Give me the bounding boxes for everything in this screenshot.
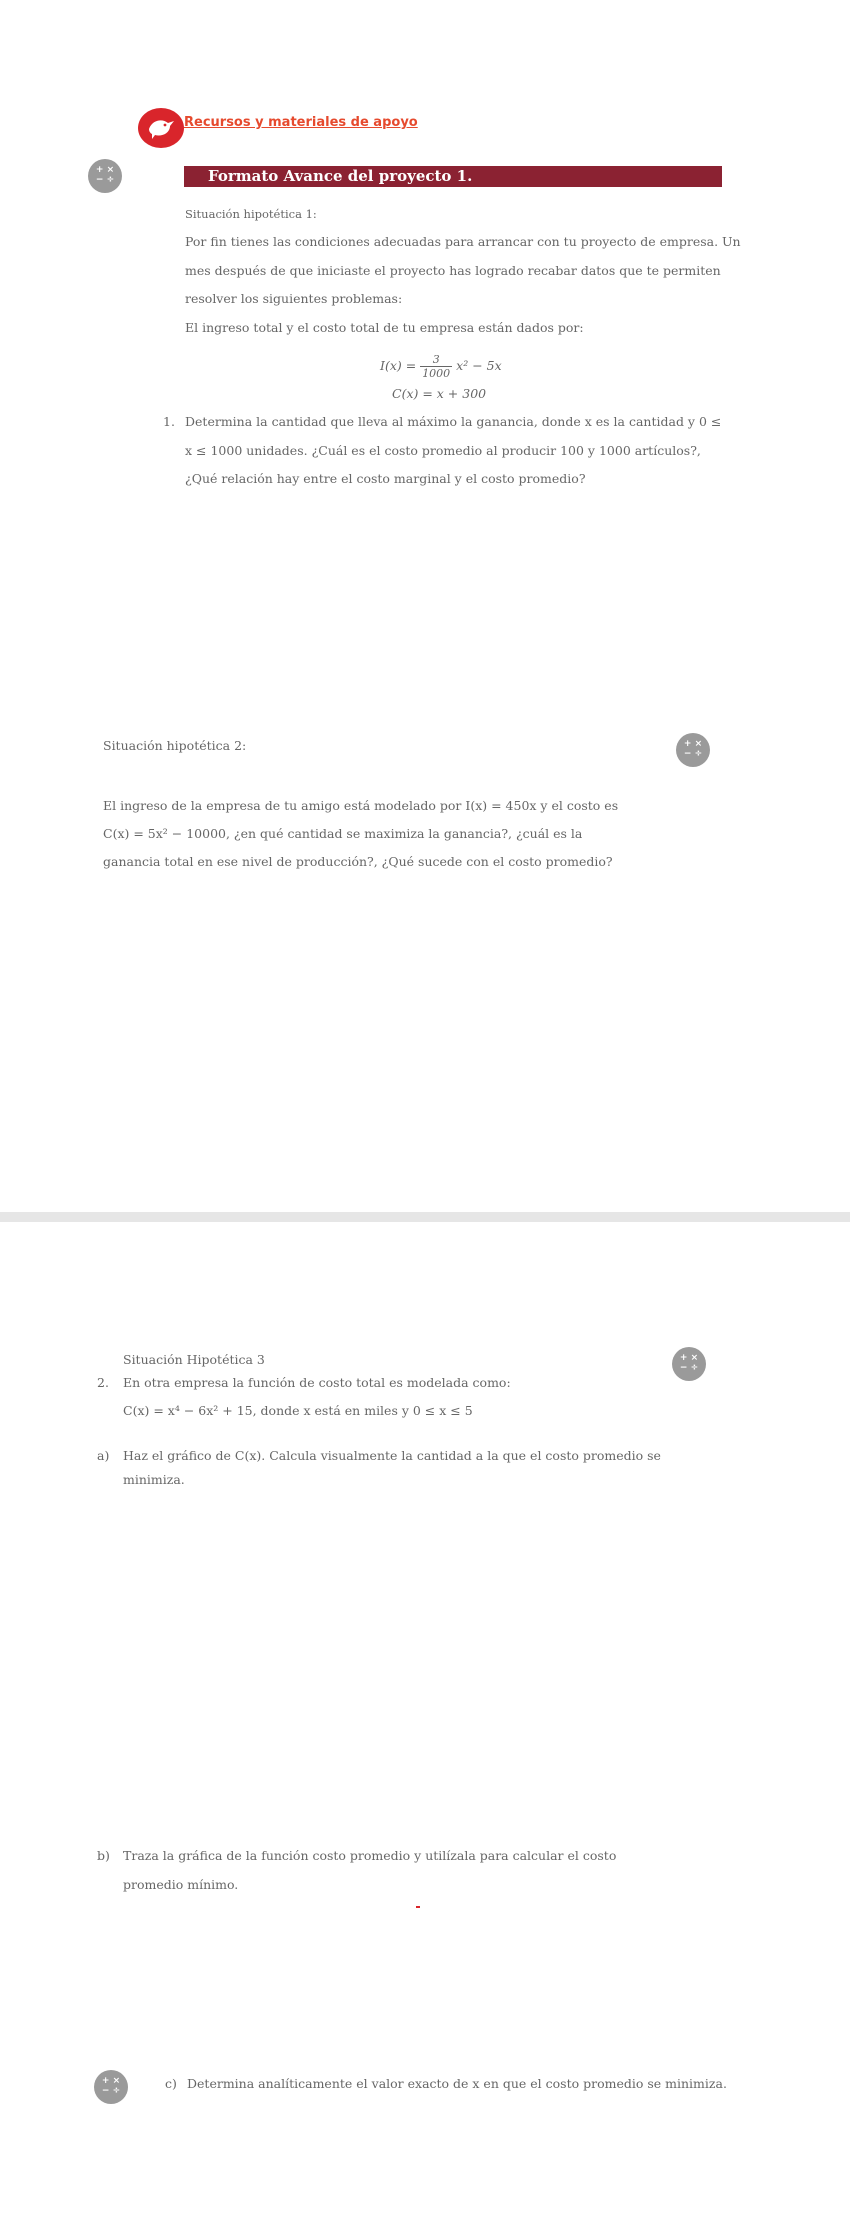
part-c-label: c) <box>165 2076 177 2091</box>
situation1-line-2: mes después de que iniciaste el proyecto has logrado recabar datos que te permiten <box>185 263 721 278</box>
situation1-line-4: El ingreso total y el costo total de tu empresa están dados por: <box>185 320 584 335</box>
situation2-line-1: El ingreso de la empresa de tu amigo está modelado por I(x) = 450x y el costo es <box>103 798 619 813</box>
equation-income-rhs: x² − 5x <box>456 358 502 373</box>
question-1-line-2: x ≤ 1000 unidades. ¿Cuál es el costo promedio al producir 100 y 1000 artículos?, <box>185 443 701 458</box>
question-1-line-1: Determina la cantidad que lleva al máximo la ganancia, donde x es la cantidad y 0 ≤ <box>185 414 722 429</box>
question-1-line-3: ¿Qué relación hay entre el costo marginal y el costo promedio? <box>185 471 586 486</box>
situation1-line-3: resolver los siguientes problemas: <box>185 291 403 306</box>
question-2-number: 2. <box>97 1375 109 1390</box>
equation-cost: C(x) = x + 300 <box>392 386 487 401</box>
situation1-heading: Situación hipotética 1: <box>185 207 317 221</box>
situation3-line-2: C(x) = x⁴ − 6x² + 15, donde x está en miles y 0 ≤ x ≤ 5 <box>123 1403 473 1418</box>
calculator-icon: + × − ÷ <box>676 733 710 767</box>
part-c-line: Determina analíticamente el valor exacto de x en que el costo promedio se minimiza. <box>187 2076 727 2091</box>
calculator-icon: + × − ÷ <box>88 159 122 193</box>
resources-link[interactable]: Recursos y materiales de apoyo <box>184 115 418 130</box>
equation-income-lhs: I(x) = <box>380 358 417 373</box>
fraction-denominator: 1000 <box>422 367 451 380</box>
situation3-line-1: En otra empresa la función de costo total es modelada como: <box>123 1375 511 1390</box>
question-1-number: 1. <box>163 414 175 429</box>
calculator-icon: + × − ÷ <box>672 1347 706 1381</box>
fraction-numerator: 3 <box>420 353 452 367</box>
equation-income-fraction <box>420 353 452 380</box>
bird-logo-icon <box>138 108 184 148</box>
part-a-line-1: Haz el gráfico de C(x). Calcula visualmente la cantidad a la que el costo promedio se <box>123 1448 661 1463</box>
situation2-heading: Situación hipotética 2: <box>103 738 247 753</box>
page-divider <box>0 1212 850 1222</box>
part-b-line-2: promedio mínimo. <box>123 1877 239 1892</box>
situation2-line-3: ganancia total en ese nivel de producción?, ¿Qué sucede con el costo promedio? <box>103 854 613 869</box>
document-page-2 <box>0 1222 850 2235</box>
part-a-label: a) <box>97 1448 110 1463</box>
stray-mark <box>416 1906 420 1908</box>
part-b-line-1: Traza la gráfica de la función costo promedio y utilízala para calcular el costo <box>123 1848 617 1863</box>
situation3-heading: Situación Hipotética 3 <box>123 1352 265 1367</box>
equation-income <box>380 348 502 384</box>
situation1-line-1: Por fin tienes las condiciones adecuadas para arrancar con tu proyecto de empresa. Un <box>185 234 741 249</box>
calculator-icon: + × − ÷ <box>94 2070 128 2104</box>
page-title: Formato Avance del proyecto 1. <box>208 167 473 185</box>
part-b-label: b) <box>97 1848 110 1863</box>
part-a-line-2: minimiza. <box>123 1472 185 1487</box>
situation2-line-2: C(x) = 5x² − 10000, ¿en qué cantidad se maximiza la ganancia?, ¿cuál es la <box>103 826 583 841</box>
